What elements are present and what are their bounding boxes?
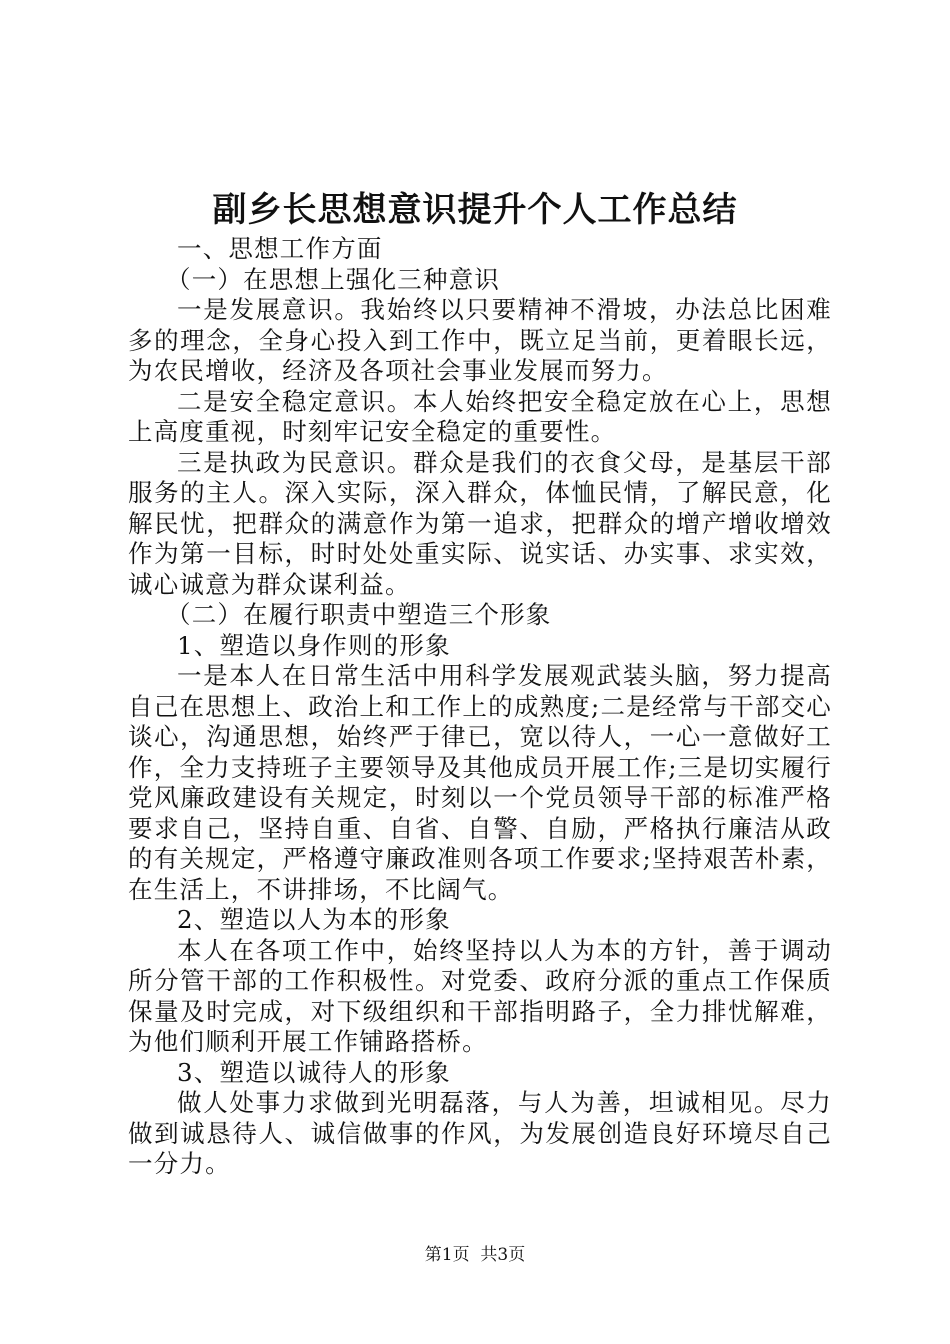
body-paragraph: 二是安全稳定意识。本人始终把安全稳定放在心上，思想上高度重视，时刻牢记安全稳定的重要性。 bbox=[128, 386, 832, 446]
body-paragraph: 一是发展意识。我始终以只要精神不滑坡，办法总比困难多的理念，全身心投入到工作中，既立足当前，更着眼长远，为农民增收，经济及各项社会事业发展而努力。 bbox=[128, 295, 832, 385]
body-paragraph: 做人处事力求做到光明磊落，与人为善，坦诚相见。尽力做到诚恳待人、诚信做事的作风，为发展创造良好环境尽自己一分力。 bbox=[128, 1088, 832, 1178]
subsection-heading: （一）在思想上强化三种意识 bbox=[166, 264, 501, 294]
body-paragraph: 本人在各项工作中，始终坚持以人为本的方针，善于调动所分管干部的工作积极性。对党委、政府分派的重点工作保质保量及时完成，对下级组织和干部指明路子，全力排忧解难，为他们顺利开展工作铺路搭桥。 bbox=[128, 935, 832, 1056]
page-number: 第1页 共3页 bbox=[424, 1245, 526, 1265]
page-footer bbox=[0, 1244, 950, 1266]
item-heading: 1、塑造以身作则的形象 bbox=[177, 630, 451, 660]
subsection-heading: （二）在履行职责中塑造三个形象 bbox=[166, 600, 552, 629]
item-heading: 2、塑造以人为本的形象 bbox=[177, 905, 451, 934]
page-title: 副乡长思想意识提升个人工作总结 bbox=[212, 190, 738, 230]
section-heading: 一、思想工作方面 bbox=[177, 234, 383, 263]
document-body bbox=[128, 234, 832, 1180]
body-paragraph: 一是本人在日常生活中用科学发展观武装头脑，努力提高自己在思想上、政治上和工作上的成熟度;二是经常与干部交心谈心，沟通思想，始终严于律已，宽以待人，一心一意做好工作，全力支持班子主要领导及其他成员开展工作;三是切实履行党风廉政建设有关规定，时刻以一个党员领导干部的标准严格要求自己，坚持自重、自省、自警、自励，严格执行廉洁从政的有关规定，严格遵守廉政准则各项工作要求;坚持艰苦朴素，在生活上，不讲排场，不比阔气。 bbox=[128, 661, 832, 904]
body-paragraph: 三是执政为民意识。群众是我们的衣食父母，是基层干部服务的主人。深入实际，深入群众，体恤民情，了解民意，化解民忧，把群众的满意作为第一追求，把群众的增产增收增效作为第一目标，时时处处重实际、说实话、办实事、求实效，诚心诚意为群众谋利益。 bbox=[128, 447, 832, 599]
item-heading: 3、塑造以诚待人的形象 bbox=[177, 1057, 451, 1087]
